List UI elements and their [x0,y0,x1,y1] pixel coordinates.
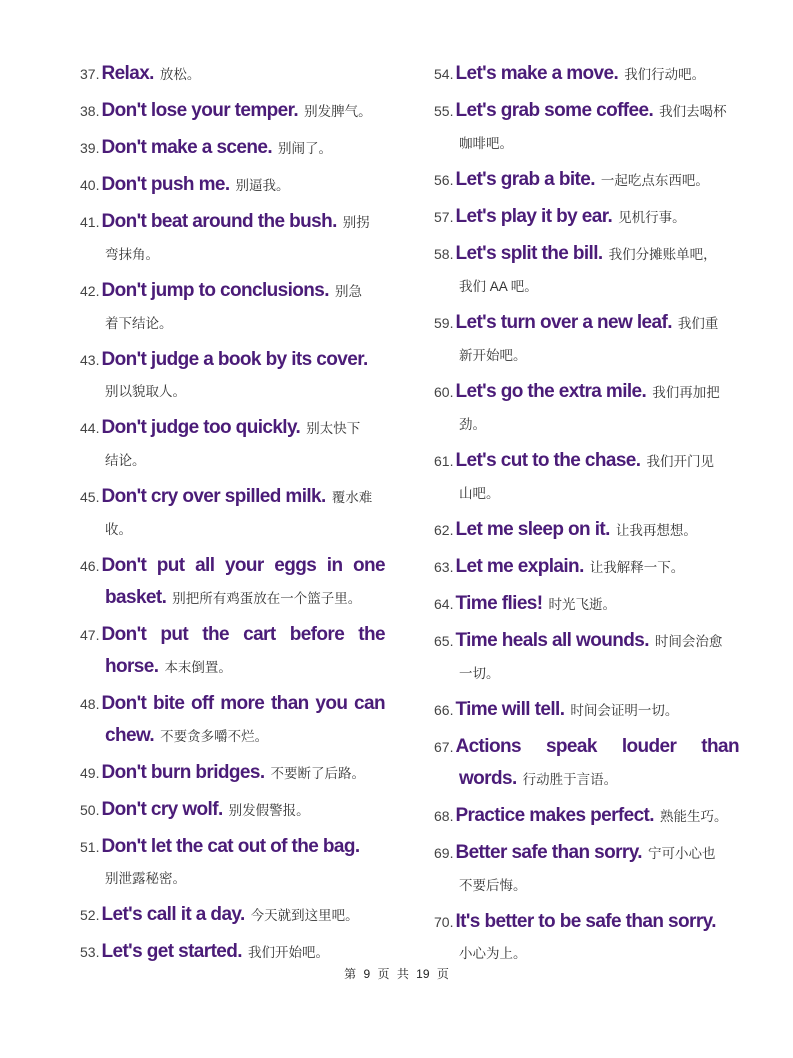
english-phrase: Let's grab some coffee [455,100,649,121]
english-phrase: It's better to be safe than sorry [455,911,712,932]
entry-first-line [434,206,686,227]
chinese-translation-continued: 劲。 [459,417,486,432]
phrase-entry [434,238,739,303]
phrase-entry [434,445,739,510]
phrase-punctuation: . [149,63,154,84]
chinese-translation: 我们分摊账单吧， [608,247,717,262]
entry-first-line [80,688,385,720]
phrase-entry [434,514,739,547]
phrase-punctuation: . [605,519,610,540]
phrase-entry [434,551,739,584]
phrase-punctuation: . [637,842,642,863]
phrase-entry [80,169,385,202]
chinese-translation: 一起吃点东西吧。 [600,173,709,188]
chinese-translation: 熟能生巧。 [659,809,728,824]
phrase-punctuation: . [635,450,641,471]
english-phrase-continued: basket [105,587,162,608]
phrase-entry [80,95,385,128]
entry-number: 59. [434,315,454,331]
entry-first-line [80,174,290,195]
phrase-entry [434,625,739,690]
entry-first-line [434,381,720,402]
entry-first-line [434,100,727,121]
english-phrase: Time heals all wounds [455,630,645,651]
phrase-entry [434,906,739,970]
entry-first-line [434,699,679,720]
phrase-punctuation: . [259,762,265,783]
english-phrase: Don't cry wolf [101,799,218,820]
chinese-translation-continued: 别以貌取人。 [105,384,186,399]
entry-number: 52. [80,907,100,923]
phrase-entry [80,206,385,271]
english-phrase: Let's grab a bite [455,169,591,190]
entry-number: 41. [80,214,100,230]
entry-first-line [80,100,372,121]
chinese-translation-continued: 结论。 [105,453,146,468]
chinese-translation: 见机行事。 [618,210,686,225]
entry-first-line [434,312,719,333]
phrase-punctuation: . [711,911,716,932]
phrase-punctuation: . [161,587,167,608]
chinese-translation-continued: 我们 AA 吧。 [459,279,538,294]
entry-number: 51. [80,839,100,855]
english-phrase: Don't push me [101,174,225,195]
phrase-punctuation: . [324,280,329,301]
phrase-entry [434,307,739,372]
entry-number: 65. [434,633,454,649]
entry-number: 39. [80,140,100,156]
phrase-punctuation: . [293,100,299,121]
chinese-translation: 我们开始吧。 [247,945,329,960]
phrase-punctuation: . [267,137,273,158]
phrase-entry [434,800,739,833]
chinese-translation: 覆水难 [331,490,373,505]
entry-number: 38. [80,103,100,119]
english-phrase: Don't let the cat out of the bag [101,836,355,857]
english-phrase: Let's split the bill [455,243,598,264]
entry-continuation [80,582,385,615]
entry-number: 67. [434,739,454,755]
english-phrase: Practice makes perfect [455,805,650,826]
english-phrase-continued: chew [105,725,150,746]
phrase-entry [434,376,739,441]
chinese-translation: 别太快下 [306,421,361,436]
chinese-translation: 行动胜于言语。 [522,772,618,787]
phrase-entry [80,550,385,615]
entry-first-line [80,486,373,507]
phrase-entry [80,619,385,684]
phrase-entry [80,757,385,790]
entry-number: 56. [434,172,454,188]
entry-first-line [434,556,685,577]
chinese-translation: 我们去喝杯 [659,104,727,119]
chinese-translation: 别闹了。 [278,141,333,156]
phrase-entry [80,794,385,827]
phrase-punctuation: . [597,243,603,264]
entry-number: 62. [434,522,454,538]
entry-number: 66. [434,702,454,718]
entry-number: 48. [80,696,100,712]
phrase-entry [80,831,385,895]
entry-first-line [80,280,362,301]
chinese-translation: 我们再加把 [652,385,720,400]
phrase-punctuation: . [237,941,242,962]
chinese-translation-continued: 不要后悔。 [459,878,527,893]
chinese-translation: 我们行动吧。 [624,67,706,82]
entry-number: 69. [434,845,454,861]
chinese-translation: 让我解释一下。 [589,560,685,575]
english-phrase: Let's go the extra mile [455,381,642,402]
chinese-translation: 我们开门见 [646,454,714,469]
english-phrase: Don't cry over spilled milk [101,486,322,507]
phrase-punctuation: . [559,699,565,720]
entry-first-line [80,799,310,820]
chinese-translation: 别拐 [342,215,370,230]
entry-first-line [434,842,716,863]
phrase-punctuation: . [613,63,619,84]
english-phrase: Don't bite off more than you can [101,693,385,714]
phrase-entry [434,58,739,91]
entry-number: 49. [80,765,100,781]
entry-number: 64. [434,596,454,612]
entry-number: 47. [80,627,100,643]
phrase-entry [80,481,385,546]
english-phrase: Don't lose your temper [101,100,294,121]
english-phrase: Don't put the cart before the [101,624,385,645]
entry-first-line [434,169,709,190]
entry-number: 50. [80,802,100,818]
chinese-translation: 时间会证明一切。 [570,703,679,718]
entry-number: 53. [80,944,100,960]
chinese-translation-continued: 收。 [105,522,132,537]
english-phrase: Don't judge too quickly [101,417,296,438]
entry-number: 60. [434,384,454,400]
chinese-translation: 别逼我。 [235,178,290,193]
phrase-entry [434,837,739,902]
entry-number: 70. [434,914,454,930]
phrase-entry [434,95,739,160]
phrase-punctuation: . [354,836,360,857]
entry-number: 57. [434,209,454,225]
english-phrase: Let's get started [101,941,238,962]
entry-first-line [434,731,739,763]
entry-first-line [434,630,723,651]
phrase-punctuation: ! [536,593,543,614]
english-phrase: Don't put all your eggs in one [101,555,385,576]
phrase-entry [434,694,739,727]
entry-number: 58. [434,246,454,262]
left-column [80,58,385,969]
chinese-translation-continued: 着下结论。 [105,316,173,331]
phrase-punctuation: . [579,556,584,577]
entry-first-line [80,762,366,783]
phrase-punctuation: . [667,312,672,333]
entry-first-line [80,137,333,158]
chinese-translation-continued: 咖啡吧。 [459,136,513,151]
phrase-entry [434,731,739,796]
entry-number: 46. [80,558,100,574]
entry-number: 40. [80,177,100,193]
english-phrase: Let's call it a day [101,904,240,925]
phrase-entry [80,899,385,932]
english-phrase: Time flies [455,593,537,614]
phrase-entry [80,58,385,91]
phrase-punctuation: . [217,799,223,820]
chinese-translation: 别发脾气。 [304,104,372,119]
chinese-translation-continued: 山吧。 [459,486,500,501]
english-phrase: Let's cut to the chase [455,450,636,471]
english-phrase-continued: horse [105,656,154,677]
right-column [434,58,739,970]
entry-number: 55. [434,103,454,119]
entry-number: 43. [80,352,100,368]
chinese-translation-continued: 弯抹角。 [105,247,159,262]
entry-number: 61. [434,453,454,469]
entry-number: 68. [434,808,454,824]
chinese-translation: 时间会治愈 [654,634,723,649]
entry-number: 54. [434,66,454,82]
chinese-translation: 放松。 [159,67,201,82]
chinese-translation-continued: 别泄露秘密。 [105,871,186,886]
english-phrase: Let's play it by ear [455,206,608,227]
page-footer: 第 9 页 共 19 页 [344,967,449,981]
chinese-translation: 不要断了后路。 [270,766,366,781]
english-phrase: Don't judge a book by its cover [101,349,363,370]
chinese-translation: 别把所有鸡蛋放在一个篮子里。 [172,591,362,606]
chinese-translation-continued: 小心为上。 [459,946,527,961]
english-phrase-continued: words [459,768,512,789]
english-phrase: Don't burn bridges [101,762,260,783]
english-phrase: Let's make a move [455,63,614,84]
phrase-punctuation: . [511,768,517,789]
entry-first-line [80,63,201,84]
phrase-entry [80,412,385,477]
chinese-translation: 别发假警报。 [228,803,310,818]
phrase-punctuation: . [649,805,654,826]
phrase-punctuation: . [295,417,301,438]
phrase-punctuation: . [648,100,654,121]
entry-first-line [434,911,716,932]
phrase-punctuation: . [321,486,326,507]
english-phrase: Let me sleep on it [455,519,606,540]
chinese-translation-continued: 一切。 [459,666,500,681]
phrase-punctuation: . [362,349,368,370]
chinese-translation-continued: 新开始吧。 [459,348,527,363]
chinese-translation: 不要贪多嚼不烂。 [160,729,269,744]
chinese-translation: 让我再想想。 [615,523,697,538]
entry-number: 44. [80,420,100,436]
chinese-translation: 别急 [334,284,362,299]
entry-first-line [80,904,359,925]
phrase-punctuation: . [239,904,245,925]
entry-first-line [434,805,728,826]
english-phrase: Don't beat around the bush [101,211,333,232]
phrase-entry [434,588,739,621]
english-phrase: Don't make a scene [101,137,268,158]
english-phrase: Better safe than sorry [455,842,638,863]
entry-number: 37. [80,66,100,82]
english-phrase: Let me explain [455,556,580,577]
phrase-punctuation: . [332,211,337,232]
phrase-punctuation: . [590,169,595,190]
entry-first-line [434,63,706,84]
entry-first-line [80,417,361,438]
phrase-punctuation: . [153,656,159,677]
phrase-entry [80,688,385,753]
entry-number: 42. [80,283,100,299]
phrase-punctuation: . [641,381,647,402]
phrase-entry [434,164,739,197]
entry-first-line [80,349,368,370]
entry-first-line [434,450,714,471]
phrase-entry [434,201,739,234]
phrase-punctuation: . [644,630,649,651]
phrase-entry [80,344,385,408]
entry-number: 63. [434,559,454,575]
phrase-entry [80,275,385,340]
entry-continuation [434,763,739,796]
entry-first-line [80,836,360,857]
phrase-entry [80,132,385,165]
english-phrase: Relax [101,63,150,84]
chinese-translation: 时光飞逝。 [548,597,617,612]
entry-first-line [80,619,385,651]
entry-first-line [80,941,329,962]
entry-continuation [80,720,385,753]
chinese-translation: 我们重 [677,316,719,331]
entry-first-line [434,243,717,264]
entry-first-line [434,593,617,614]
entry-number: 45. [80,489,100,505]
phrase-punctuation: . [149,725,155,746]
english-phrase: Don't jump to conclusions [101,280,325,301]
english-phrase: Time will tell [455,699,560,720]
english-phrase: Actions speak louder than [455,736,739,757]
entry-first-line [80,211,370,232]
chinese-translation: 宁可小心也 [647,846,716,861]
english-phrase: Let's turn over a new leaf [455,312,668,333]
chinese-translation: 今天就到这里吧。 [250,908,359,923]
phrase-punctuation: . [224,174,230,195]
entry-first-line [80,550,385,582]
entry-first-line [434,519,697,540]
entry-continuation [80,651,385,684]
phrase-punctuation: . [607,206,613,227]
chinese-translation: 本末倒置。 [164,660,232,675]
